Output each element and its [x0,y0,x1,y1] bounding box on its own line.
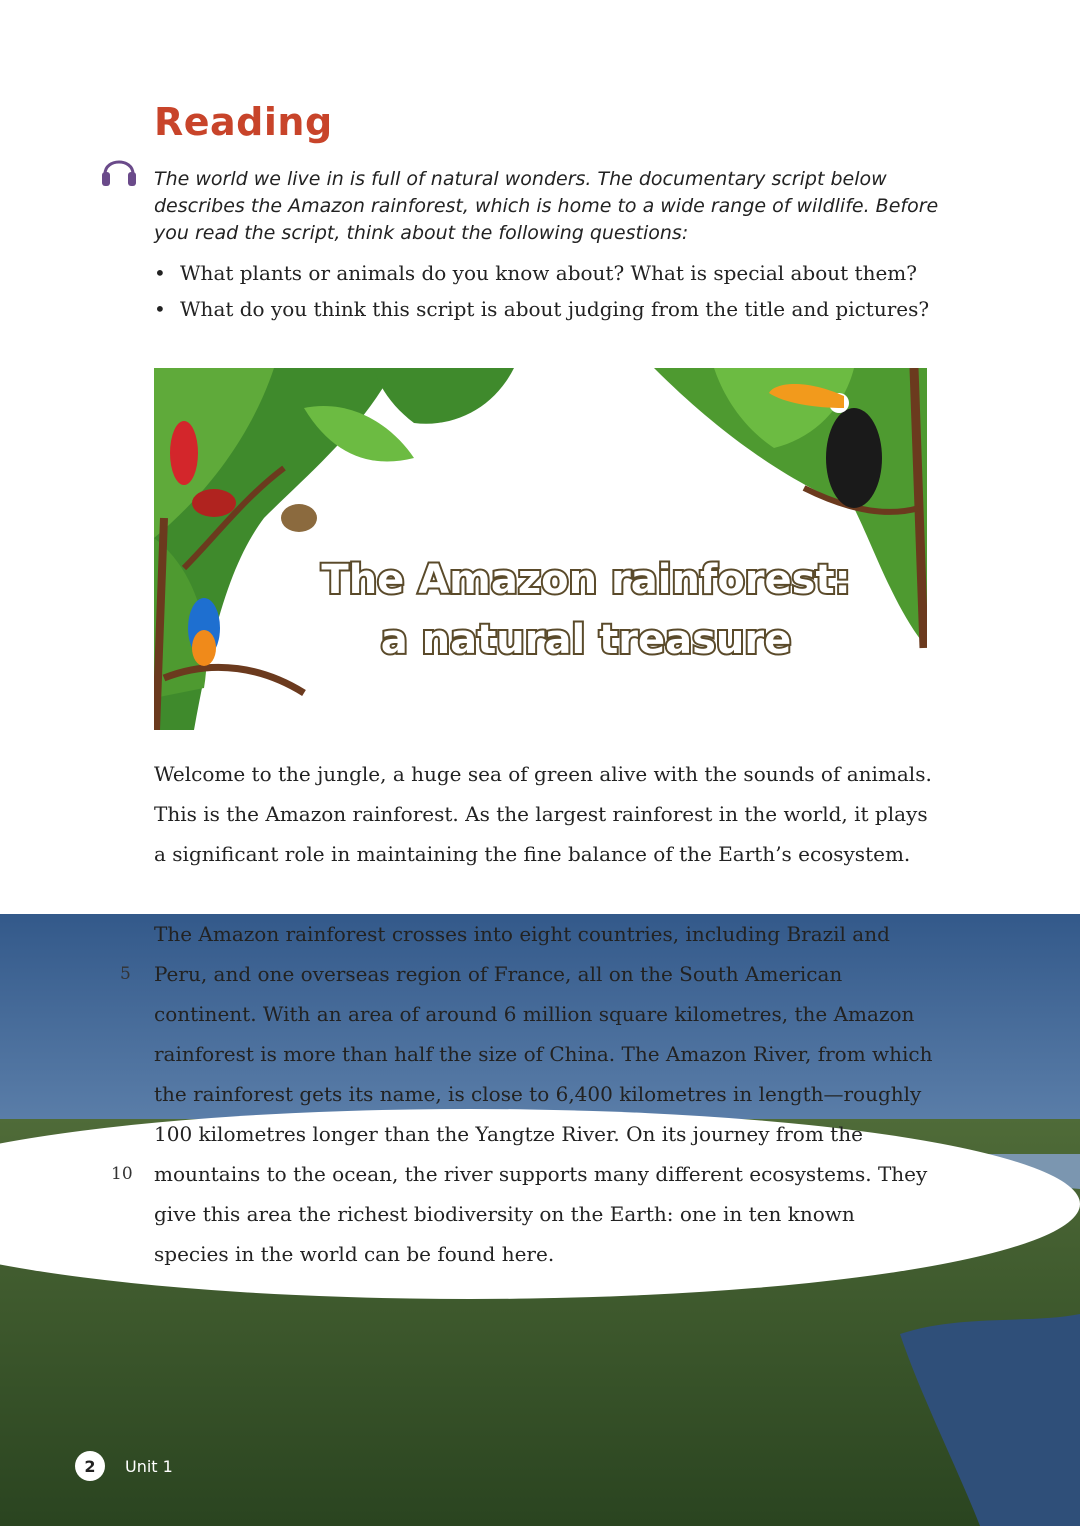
unit-label: Unit 1 [125,1456,173,1476]
intro-text: The world we live in is full of natural wonders. The documentary script below describes the Amazon rainforest, which is home to a wide range of wildlife. Before you read the script, think about the following questions: [154,168,939,244]
rainforest-banner-illustration [154,368,927,730]
question-item: • What plants or animals do you know about? What is special about them? [154,255,944,291]
question-item: • What do you think this script is about judging from the title and pictures? [154,291,944,327]
banner-title-line1: The Amazon rainforest: [321,557,851,603]
line-number: 5 [120,964,131,984]
page-number: 2 [75,1451,105,1481]
section-heading: Reading [154,100,333,144]
page-footer [75,1451,173,1481]
line-number: 10 [111,1164,133,1184]
headphones-icon[interactable] [100,150,138,190]
paragraph-2: The Amazon rainforest crosses into eight countries, including Brazil and Peru, and one overseas region of France, all on the South American continent. With an area of around 6 million square kilometres, the Amazon rainforest is more than half the size of China. The Amazon River, from which the rainforest gets its name, is close to 6,400 kilometres in length—roughly 100 kilometres longer than the Yangtze River. On its journey from the mountains to the ocean, the river supports many different ecosystems. They give this area the richest biodiversity on the Earth: one in ten known species in the world can be found here. [154,922,933,1266]
question-list [154,255,944,327]
banner-title-line2: a natural treasure [380,617,792,663]
paragraph-1: Welcome to the jungle, a huge sea of green alive with the sounds of animals. This is the Amazon rainforest. As the largest rainforest in the world, it plays a significant role in maintaining the fine balance of the Earth’s ecosystem. [154,762,932,866]
